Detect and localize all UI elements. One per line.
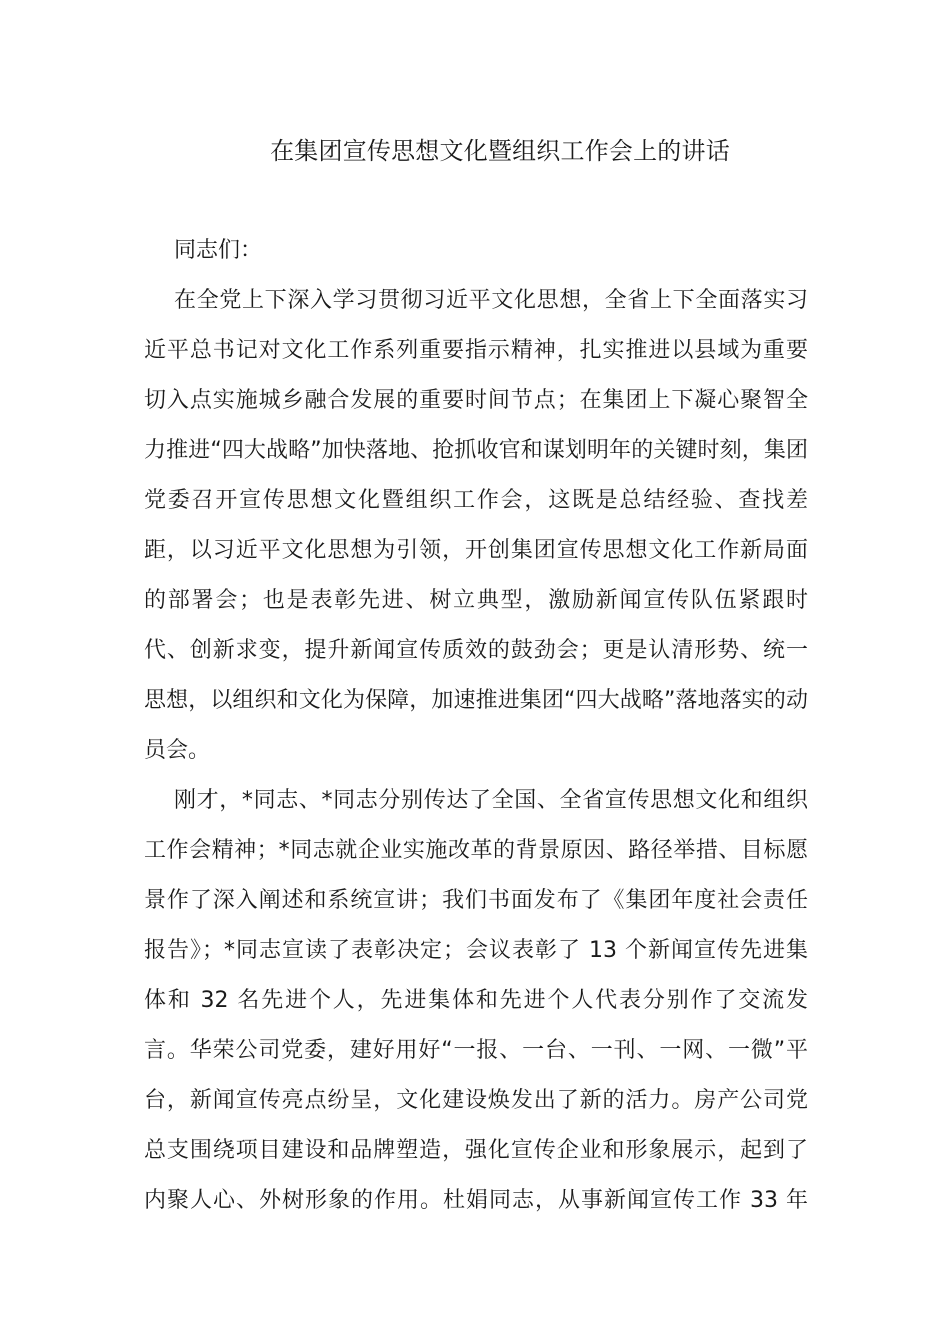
- paragraph-2-line: 报告》；*同志宣读了表彰决定；会议表彰了 13 个新闻宣传先进集: [144, 938, 808, 963]
- paragraph-2-line: 内聚人心、外树形象的作用。杜娟同志，从事新闻宣传工作 33 年: [144, 1188, 808, 1213]
- paragraph-1-line: 近平总书记对文化工作系列重要指示精神，扎实推进以县域为重要: [144, 338, 808, 363]
- paragraph-2-line: 刚才，*同志、*同志分别传达了全国、全省宣传思想文化和组织: [174, 788, 808, 813]
- paragraph-2-line: 言。华荣公司党委，建好用好“一报、一台、一刊、一网、一微”平: [144, 1038, 808, 1063]
- paragraph-1-line: 距，以习近平文化思想为引领，开创集团宣传思想文化工作新局面: [144, 538, 808, 563]
- paragraph-2-line: 景作了深入阐述和系统宣讲；我们书面发布了《集团年度社会责任: [144, 888, 808, 913]
- paragraph-1-line: 切入点实施城乡融合发展的重要时间节点；在集团上下凝心聚智全: [144, 388, 808, 413]
- paragraph-2-line: 体和 32 名先进个人，先进集体和先进个人代表分别作了交流发: [144, 988, 808, 1013]
- paragraph-1-line: 力推进“四大战略”加快落地、抢抓收官和谋划明年的关键时刻，集团: [144, 438, 808, 463]
- paragraph-1-line: 思想，以组织和文化为保障，加速推进集团“四大战略”落地落实的动: [144, 688, 808, 713]
- document-title: 在集团宣传思想文化暨组织工作会上的讲话: [270, 137, 730, 165]
- document-body: [144, 226, 808, 1226]
- paragraph-1-line: 的部署会；也是表彰先进、树立典型，激励新闻宣传队伍紧跟时: [144, 588, 808, 613]
- paragraph-2-line: 总支围绕项目建设和品牌塑造，强化宣传企业和形象展示，起到了: [144, 1138, 808, 1163]
- paragraph-2-line: 台，新闻宣传亮点纷呈，文化建设焕发出了新的活力。房产公司党: [144, 1088, 808, 1113]
- paragraph-1-line: 代、创新求变，提升新闻宣传质效的鼓劲会；更是认清形势、统一: [144, 638, 808, 663]
- salutation: 同志们：: [174, 238, 263, 263]
- paragraph-1-line: 员会。: [144, 738, 211, 763]
- paragraph-1-line: 党委召开宣传思想文化暨组织工作会，这既是总结经验、查找差: [144, 488, 808, 513]
- paragraph-1-line: 在全党上下深入学习贯彻习近平文化思想，全省上下全面落实习: [174, 288, 808, 313]
- paragraph-2-line: 工作会精神；*同志就企业实施改革的背景原因、路径举措、目标愿: [144, 838, 808, 863]
